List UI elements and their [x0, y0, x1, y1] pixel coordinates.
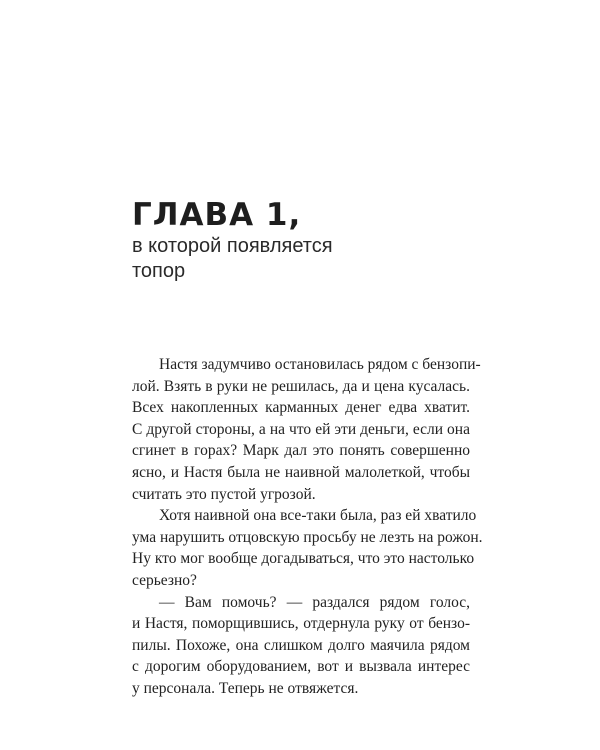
chapter-body-text — [132, 354, 483, 700]
text-line: сгинет в горах? Марк дал это понять совершенно — [132, 442, 470, 460]
text-line: считать это пустой угрозой. — [132, 485, 316, 503]
text-line: С другой стороны, а на что ей эти деньги, если она — [132, 420, 470, 438]
text-line: Настя задумчиво остановилась рядом с бензопи- — [159, 356, 481, 373]
text-line: — Вам помочь? — раздался рядом голос, — [159, 593, 470, 611]
text-line: Хотя наивной она все-таки была, раз ей хватило — [159, 507, 477, 525]
text-line: у персонала. Теперь не отвяжется. — [132, 679, 359, 697]
text-line: с дорогим оборудованием, вот и вызвала интерес — [132, 658, 470, 676]
text-line: лой. Взять в руки не решилась, да и цена кусалась. — [132, 377, 470, 395]
text-line: ясно, и Настя была не наивной малолеткой, чтобы — [132, 463, 470, 481]
text-line: ума нарушить отцовскую просьбу не лезть на рожон. — [132, 528, 483, 546]
text-line: Ну кто мог вообще догадываться, что это настолько — [132, 550, 475, 568]
text-line: серьезно? — [132, 571, 197, 589]
text-line: Всех накопленных карманных денег едва хватит. — [132, 399, 470, 417]
chapter-heading — [132, 196, 512, 284]
text-line: и Настя, поморщившись, отдернула руку от бензо- — [132, 615, 470, 633]
text-line: пилы. Похоже, она слишком долго маячила рядом — [132, 636, 470, 654]
chapter-number: ГЛАВА 1, — [132, 197, 302, 233]
chapter-subtitle-line: в которой появляется — [132, 235, 333, 257]
chapter-subtitle-line: топор — [132, 260, 186, 282]
